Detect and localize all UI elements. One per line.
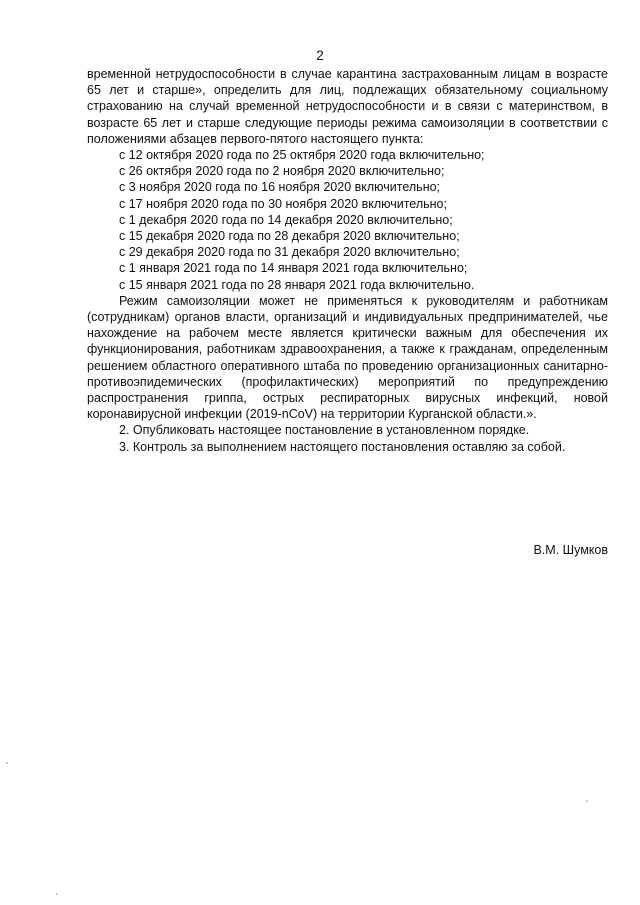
period-item: с 17 ноября 2020 года по 30 ноября 2020 включительно; xyxy=(119,196,447,211)
regime-exemption-paragraph: Режим самоизоляции может не применяться к руководителям и работникам (сотрудникам) органов власти, организаций и индивидуальных предпринимателей, чье нахождение на рабочем месте является критически важным для обеспечения их функционирования, работникам здравоохранения, а также к гражданам, определенным решением областного оперативного штаба по проведению организационных санитарно-противоэпидемических (профилактических) мероприятий по предупреждению распространения гриппа, острых респираторных вирусных инфекций, новой коронавирусной инфекции (2019-nCoV) на территории Курганской области.». xyxy=(87,293,608,422)
period-item: с 1 декабря 2020 года по 14 декабря 2020 включительно; xyxy=(119,212,453,227)
scan-speck xyxy=(56,893,58,895)
period-item: с 29 декабря 2020 года по 31 декабря 2020 включительно; xyxy=(119,245,460,260)
item-3-control: 3. Контроль за выполнением настоящего постановления оставляю за собой. xyxy=(119,439,566,454)
period-item: с 12 октября 2020 года по 25 октября 2020 года включительно; xyxy=(119,148,485,163)
page-number: 2 xyxy=(316,48,324,63)
period-item: с 3 ноября 2020 года по 16 ноября 2020 включительно; xyxy=(119,180,441,195)
period-item: с 26 октября 2020 года по 2 ноября 2020 включительно; xyxy=(119,164,445,179)
scan-speck xyxy=(6,762,8,764)
signature-name: В.М. Шумков xyxy=(533,543,608,557)
document-body xyxy=(87,66,608,455)
period-item: с 1 января 2021 года по 14 января 2021 года включительно; xyxy=(119,261,468,276)
item-2-publish: 2. Опубликовать настоящее постановление в установленном порядке. xyxy=(119,423,530,438)
period-item: с 15 января 2021 года по 28 января 2021 года включительно. xyxy=(119,277,475,292)
intro-paragraph: временной нетрудоспособности в случае карантина застрахованным лицам в возрасте 65 лет и старше», определить для лиц, подлежащих обязательному социальному страхованию на случай временной нетрудоспособности и в связи с материнством, в возрасте 65 лет и старше следующие периоды режима самоизоляции в соответствии с положениями абзацев первого-пятого настоящего пункта: xyxy=(87,67,608,146)
self-isolation-periods-list xyxy=(87,147,608,293)
period-item: с 15 декабря 2020 года по 28 декабря 2020 включительно; xyxy=(119,229,460,244)
scan-speck xyxy=(586,800,588,802)
